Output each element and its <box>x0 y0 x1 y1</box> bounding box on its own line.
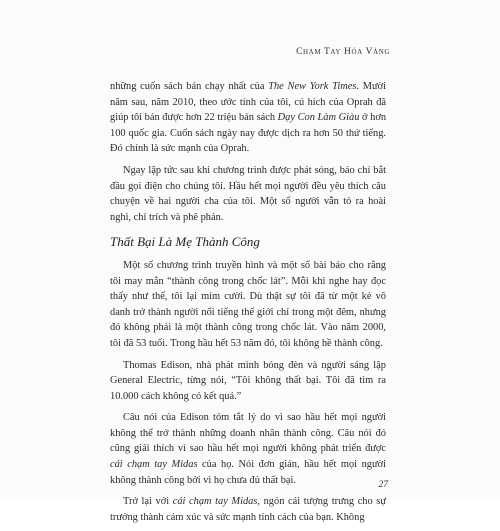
page-number: 27 <box>378 480 388 490</box>
italic-phrase: Dạy Con Làm Giàu <box>277 112 360 124</box>
text-run: của họ. Nói đơn giản, hầu hết mọi người không thành công bởi vì họ chưa đủ thất bại. <box>110 459 386 486</box>
paragraph-4: Thomas Edison, nhà phát minh bóng đèn và người sáng lập General Electric, từng nói, “Tôi không thất bại. Tôi đã tìm ra 10.000 cách không có kết quả.” <box>110 359 386 402</box>
text-run: ở hơn 100 quốc gia. Cuốn sách ngày nay được dịch ra hơn 50 thứ tiếng. Đó chính là sức mạnh của Oprah. <box>110 112 387 155</box>
text-run: Câu nói của Edison tóm tắt lý do vì sao hầu hết mọi người không thể trở thành những doanh nhân thành công. Câu nói đó cũng giải thích vì sao hầu hết mọi người không phát triển được <box>110 412 386 455</box>
section-title: Thất Bại Là Mẹ Thành Công <box>110 234 260 250</box>
paragraph-3: Một số chương trình truyền hình và một số bài báo cho rằng tôi may mắn “thành công trong chốc lát”. Mỗi khi nghe hay đọc thấy như thế, tôi lại mỉm cười. Dù thật sự tôi đã từ một kẻ vô danh trở thành người nổi tiếng thế giới chỉ trong một đêm, nhưng đó không phải là một thành công trong chốc lát. Vào năm 2000, tôi đã 53 tuổi. Trong hầu hết 53 năm đó, tôi không hề thành công. <box>110 259 386 349</box>
paragraph-1 <box>110 79 386 157</box>
italic-phrase: cái chạm tay Midas <box>110 459 198 471</box>
page-body <box>110 79 386 531</box>
text-run: , ngón cái tượng trưng cho sự trưởng thành cảm xúc và sức mạnh tính cách của bạn. Không <box>110 496 386 523</box>
text-run: . Mười năm sau, năm 2010, theo ước tính của tôi, cú hích của Oprah đã giúp tôi bán được hơn 22 triệu bản sách <box>110 81 386 124</box>
italic-phrase: The New York Times <box>268 81 357 92</box>
paragraph-6 <box>110 494 386 525</box>
paragraph-2: Ngay lập tức sau khi chương trình được phát sóng, báo chí bắt đầu gọi điện cho chúng tôi. Hầu hết mọi người đều yêu thích câu chuyện về hai người cha của tôi. Một số người vẫn tỏ ra hoài nghi, chỉ trích và phê phán. <box>110 164 386 223</box>
text-run: Trở lại với <box>123 496 173 508</box>
italic-phrase: cái chạm tay Midas <box>172 496 258 508</box>
text-run: những cuốn sách bán chạy nhất của <box>110 81 269 92</box>
running-head: Chạm Tay Hóa Vàng <box>296 47 390 57</box>
paragraph-5 <box>110 410 386 488</box>
